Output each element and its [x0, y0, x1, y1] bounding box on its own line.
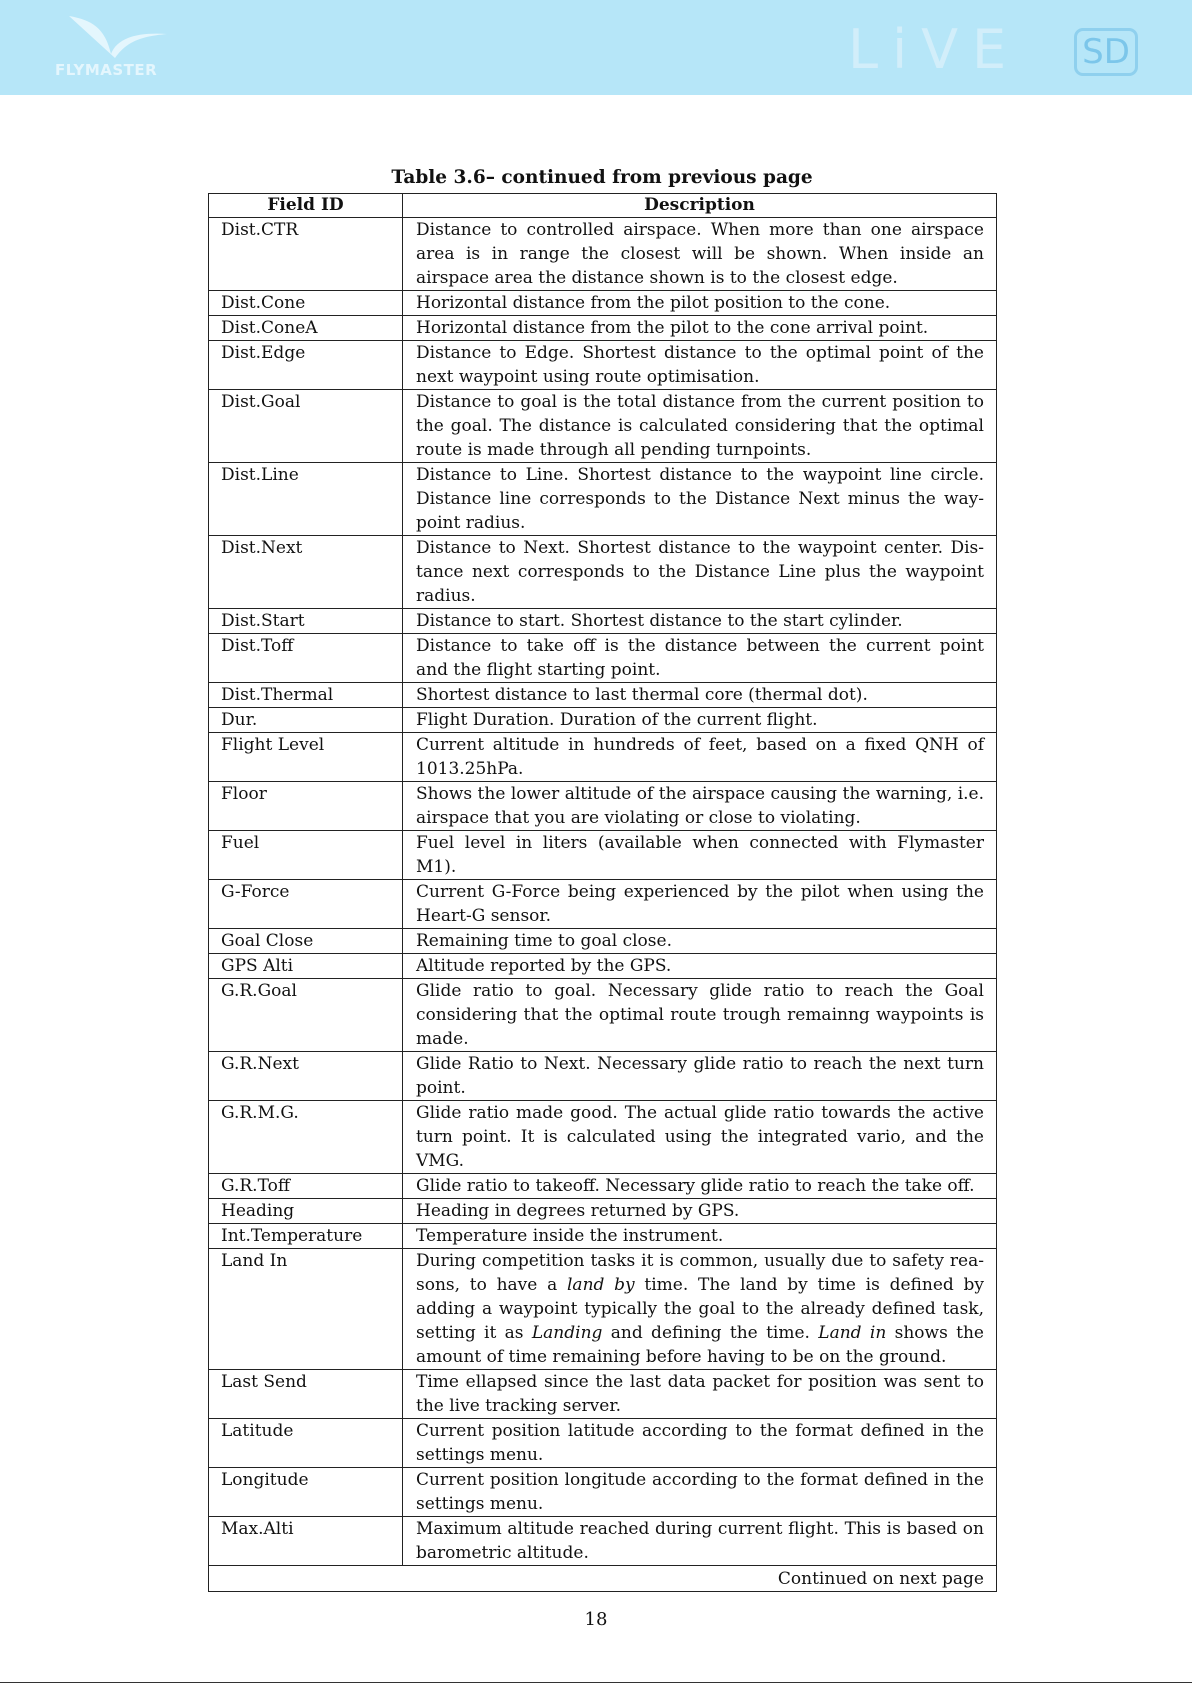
table-row: [209, 1517, 997, 1566]
description-cell: Altitude reported by the GPS.: [403, 954, 997, 979]
description-cell: Glide Ratio to Next. Necessary glide ratio to reach the next turn point.: [403, 1052, 997, 1101]
table-row: [209, 609, 997, 634]
table-header-row: [209, 194, 997, 218]
description-cell: Current position longitude according to the format defined in the settings menu.: [403, 1468, 997, 1517]
description-cell: Distance to start. Shortest distance to the start cylinder.: [403, 609, 997, 634]
field-id-cell: Dist.Line: [209, 463, 403, 536]
table-row: [209, 782, 997, 831]
description-cell: Distance to controlled airspace. When more than one airspace area is in range the closest will be shown. When inside an airspace area the distance shown is to the closest edge.: [403, 218, 997, 291]
field-id-cell: Dist.Start: [209, 609, 403, 634]
emphasis-text: Landing: [531, 1323, 603, 1343]
field-id-cell: Dist.Edge: [209, 341, 403, 390]
table-row: [209, 708, 997, 733]
product-name: LiVE: [848, 18, 1021, 81]
description-cell: Fuel level in liters (available when connected with Flymaster M1).: [403, 831, 997, 880]
field-id-cell: G.R.Toff: [209, 1174, 403, 1199]
product-logo: [848, 18, 1138, 81]
table-row: [209, 979, 997, 1052]
table-row: [209, 1199, 997, 1224]
description-cell: Horizontal distance from the pilot to the cone arrival point.: [403, 316, 997, 341]
table-row: [209, 634, 997, 683]
table-row: [209, 341, 997, 390]
table-row: [209, 880, 997, 929]
table-row: [209, 929, 997, 954]
description-cell: Shows the lower altitude of the airspace causing the warning, i.e. airspace that you are violating or close to violating.: [403, 782, 997, 831]
description-cell: Distance to Next. Shortest distance to the waypoint center. Distance next corresponds to the Distance Line plus the waypoint radius.: [403, 536, 997, 609]
table-row: [209, 1468, 997, 1517]
field-id-cell: Land In: [209, 1249, 403, 1370]
field-id-cell: G.R.Next: [209, 1052, 403, 1101]
field-id-cell: GPS Alti: [209, 954, 403, 979]
product-badge: SD: [1074, 28, 1138, 76]
brand-logo: [55, 14, 175, 80]
table-row: [209, 291, 997, 316]
table-row: [209, 316, 997, 341]
description-cell: Glide ratio made good. The actual glide ratio towards the active turn point. It is calculated using the integrated vario, and the VMG.: [403, 1101, 997, 1174]
field-id-cell: Dist.Next: [209, 536, 403, 609]
field-id-cell: Dist.ConeA: [209, 316, 403, 341]
field-id-cell: Floor: [209, 782, 403, 831]
description-text: and defining the time.: [602, 1323, 819, 1343]
description-cell: Temperature inside the instrument.: [403, 1224, 997, 1249]
field-id-cell: Latitude: [209, 1419, 403, 1468]
description-text: shows the amount of time remaining before having to be on the ground.: [416, 1323, 984, 1367]
description-cell: [403, 1249, 997, 1370]
description-cell: Shortest distance to last thermal core (thermal dot).: [403, 683, 997, 708]
field-id-cell: Int.Temperature: [209, 1224, 403, 1249]
table-row: [209, 954, 997, 979]
header-band: [0, 0, 1192, 95]
field-id-cell: Dist.CTR: [209, 218, 403, 291]
field-id-cell: Dist.Thermal: [209, 683, 403, 708]
table-row: [209, 733, 997, 782]
description-cell: Glide ratio to takeoff. Necessary glide ratio to reach the take off.: [403, 1174, 997, 1199]
description-cell: Horizontal distance from the pilot position to the cone.: [403, 291, 997, 316]
table-row: [209, 463, 997, 536]
table-row: [209, 536, 997, 609]
field-id-cell: Dur.: [209, 708, 403, 733]
table-row: [209, 390, 997, 463]
table-row: [209, 1370, 997, 1419]
field-id-cell: Flight Level: [209, 733, 403, 782]
field-table: [208, 193, 997, 1592]
field-id-cell: Max.Alti: [209, 1517, 403, 1566]
field-id-cell: Fuel: [209, 831, 403, 880]
emphasis-text: Land in: [818, 1323, 887, 1343]
table-row: [209, 1419, 997, 1468]
field-id-cell: G.R.M.G.: [209, 1101, 403, 1174]
table-row: [209, 1174, 997, 1199]
page-number: 18: [584, 1609, 608, 1630]
description-cell: Distance to goal is the total distance from the current position to the goal. The distance is calculated considering that the optimal route is made through all pending turnpoints.: [403, 390, 997, 463]
description-cell: Distance to take off is the distance between the current point and the flight starting point.: [403, 634, 997, 683]
description-cell: Current G-Force being experienced by the pilot when using the Heart-G sensor.: [403, 880, 997, 929]
field-id-cell: Dist.Goal: [209, 390, 403, 463]
description-text: time. The land by time is defined by adding a waypoint typically the goal to the already defined task, setting it as: [416, 1275, 985, 1343]
description-cell: Current position latitude according to the format defined in the settings menu.: [403, 1419, 997, 1468]
emphasis-text: land by: [567, 1275, 635, 1295]
field-id-cell: Dist.Cone: [209, 291, 403, 316]
description-cell: Heading in degrees returned by GPS.: [403, 1199, 997, 1224]
description-cell: Flight Duration. Duration of the current flight.: [403, 708, 997, 733]
bird-wing-icon: [67, 14, 167, 60]
table-row: [209, 831, 997, 880]
description-cell: Distance to Line. Shortest distance to the waypoint line circle. Distance line corresponds to the Distance Next minus the waypoint radius.: [403, 463, 997, 536]
table-row: [209, 1101, 997, 1174]
column-header-field-id: Field ID: [209, 194, 403, 218]
field-id-cell: Goal Close: [209, 929, 403, 954]
column-header-description: Description: [403, 194, 997, 218]
description-cell: Remaining time to goal close.: [403, 929, 997, 954]
description-text: During competition tasks it is common, usually due to safety reasons, to have a: [416, 1251, 984, 1295]
table-footer-row: [209, 1566, 997, 1592]
field-id-cell: G-Force: [209, 880, 403, 929]
field-id-cell: G.R.Goal: [209, 979, 403, 1052]
table-caption: Table 3.6– continued from previous page: [391, 167, 813, 188]
field-id-cell: Dist.Toff: [209, 634, 403, 683]
description-cell: Glide ratio to goal. Necessary glide ratio to reach the Goal considering that the optimal route trough remainng waypoints is made.: [403, 979, 997, 1052]
table-row: [209, 1052, 997, 1101]
field-id-cell: Heading: [209, 1199, 403, 1224]
continued-note: Continued on next page: [209, 1566, 997, 1592]
description-cell: Time ellapsed since the last data packet for position was sent to the live tracking server.: [403, 1370, 997, 1419]
description-cell: Maximum altitude reached during current flight. This is based on barometric altitude.: [403, 1517, 997, 1566]
description-cell: Distance to Edge. Shortest distance to the optimal point of the next waypoint using route optimisation.: [403, 341, 997, 390]
bottom-rule: [0, 1682, 1192, 1683]
table-row: [209, 218, 997, 291]
table-row: [209, 683, 997, 708]
description-cell: Current altitude in hundreds of feet, based on a fixed QNH of 1013.25hPa.: [403, 733, 997, 782]
table-row: [209, 1249, 997, 1370]
field-id-cell: Last Send: [209, 1370, 403, 1419]
table-row: [209, 1224, 997, 1249]
brand-name: FLYMASTER: [55, 61, 158, 79]
field-id-cell: Longitude: [209, 1468, 403, 1517]
